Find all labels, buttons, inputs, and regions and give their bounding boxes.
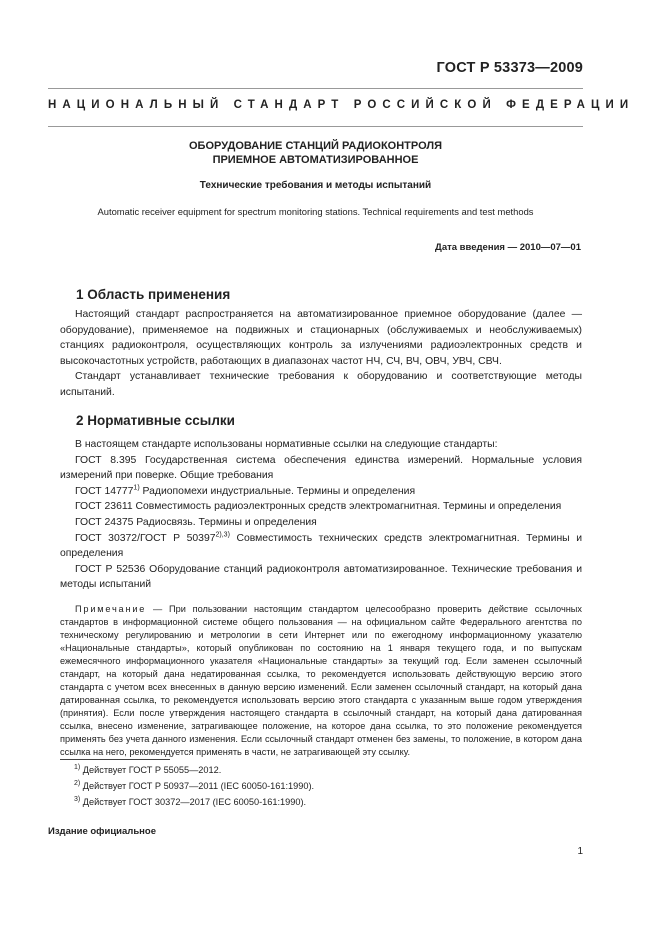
ref-text: Радиосвязь. Термины и определения [133, 516, 317, 528]
section-2-heading: 2 Нормативные ссылки [76, 413, 235, 428]
title-line-2: ПРИЕМНОЕ АВТОМАТИЗИРОВАННОЕ [212, 154, 419, 166]
footnote-mark: 1) [74, 763, 81, 771]
ref-code: ГОСТ 30372/ГОСТ Р 50397 [75, 532, 216, 544]
ref-code: ГОСТ 8.395 [75, 454, 137, 466]
ref-item [60, 515, 582, 531]
footnote [74, 778, 314, 794]
official-edition-label: Издание официальное [48, 826, 156, 837]
ref-item [60, 484, 582, 500]
footnote-divider [60, 759, 170, 760]
ref-code: ГОСТ 14777 [75, 485, 134, 497]
ref-code: ГОСТ 24375 [75, 516, 134, 528]
english-title: Automatic receiver equipment for spectrum monitoring stations. Technical requirements and test methods [97, 206, 534, 217]
ref-item [60, 562, 582, 593]
footnote-text: Действует ГОСТ 30372—2017 (IEC 60050-161:1990). [80, 797, 307, 807]
ref-item [60, 531, 582, 562]
ref-footnote-mark: 2),3) [215, 531, 230, 539]
footnote-mark: 3) [74, 795, 81, 803]
section-1-heading: 1 Область применения [76, 287, 231, 302]
banner-divider [48, 126, 583, 127]
ref-footnote-mark: 1) [133, 484, 140, 492]
footnotes [74, 762, 314, 810]
section-2-body [60, 437, 582, 593]
note-block [60, 603, 582, 759]
national-standard-banner: НАЦИОНАЛЬНЫЙ СТАНДАРТ РОССИЙСКОЙ ФЕДЕРАЦИИ [48, 99, 635, 111]
ref-text: Оборудование станций радиоконтроля автоматизированное. Технические требования и методы испытаний [60, 563, 582, 591]
note-paragraph [60, 603, 582, 759]
section-1-body [60, 307, 582, 401]
standard-title [48, 139, 583, 167]
ref-text: Совместимость технических средств электромагнитная. Термины и определения [60, 532, 582, 560]
footnote-text: Действует ГОСТ Р 50937—2011 (IEC 60050-161:1990). [80, 781, 315, 791]
ref-text: Радиопомехи индустриальные. Термины и определения [139, 485, 416, 497]
document-code: ГОСТ Р 53373—2009 [436, 60, 583, 76]
refs-intro: В настоящем стандарте использованы нормативные ссылки на следующие стандарты: [75, 439, 498, 450]
effective-date: Дата введения — 2010—07—01 [435, 242, 581, 253]
ref-code: ГОСТ Р 52536 [75, 563, 146, 575]
note-label: Примечание [75, 604, 147, 614]
top-divider [48, 88, 583, 89]
ref-code: ГОСТ 23611 [75, 501, 133, 513]
ref-text: Государственная система обеспечения единства измерений. Нормальные условия измерений при поверке. Общие требования [60, 454, 582, 482]
note-text: — При пользовании настоящим стандартом целесообразно проверить действие ссылочных стандартов в информационной системе общего пользования — на официальном сайте Федерального агентства по техническому регулированию и метрологии в сети Интернет или по ежегодному информационному указателю «Национальные стандарты», который опубликован по состоянию на 1 января текущего года, и по выпускам ежемесячного информационного указателя «Национальные стандарты» за текущий год. Если заменен ссылочный стандарт, на который дана недатированная ссылка, то рекомендуется использовать действующую версию этого стандарта с учетом всех внесенных в данную версию изменений. Если заменен ссылочный стандарт, на который дана датированная ссылка, то рекомендуется использовать версию этого стандарта с указанным выше годом утверждения (принятия). Если после утверждения настоящего стандарта в ссылочный стандарт, на который дана датированная ссылка, внесено изменение, затрагивающее положение, на которое дана ссылка, то это положение рекомендуется применять без учета данного изменения. Если ссылочный стандарт отменен без замены, то положение, в котором дана ссылка на него, рекомендуется применять в части, не затрагивающей эту ссылку. [60, 604, 582, 757]
footnote [74, 762, 314, 778]
ref-item [60, 453, 582, 484]
title-line-1: ОБОРУДОВАНИЕ СТАНЦИЙ РАДИОКОНТРОЛЯ [188, 140, 442, 152]
scope-paragraph-2: Стандарт устанавливает технические требования к оборудованию и соответствующие методы испытаний. [60, 371, 582, 398]
footnote [74, 794, 314, 810]
scope-paragraph-1: Настоящий стандарт распространяется на автоматизированное приемное оборудование (далее — оборудование), применяемое на подвижных и стационарных (обслуживаемых и необслуживаемых) станциях радиоконтроля, осуществляющих контроль за излучениями радиоэлектронных средств и высокочастотных устройств, работающих в диапазонах частот НЧ, СЧ, ВЧ, ОВЧ, УВЧ, СВЧ. [60, 309, 582, 367]
ref-text: Совместимость радиоэлектронных средств электромагнитная. Термины и определения [132, 501, 562, 513]
page-number: 1 [577, 846, 583, 857]
footnote-text: Действует ГОСТ Р 55055—2012. [80, 765, 222, 775]
standard-subtitle: Технические требования и методы испытаний [199, 180, 432, 191]
ref-item [60, 499, 582, 515]
footnote-mark: 2) [74, 779, 81, 787]
